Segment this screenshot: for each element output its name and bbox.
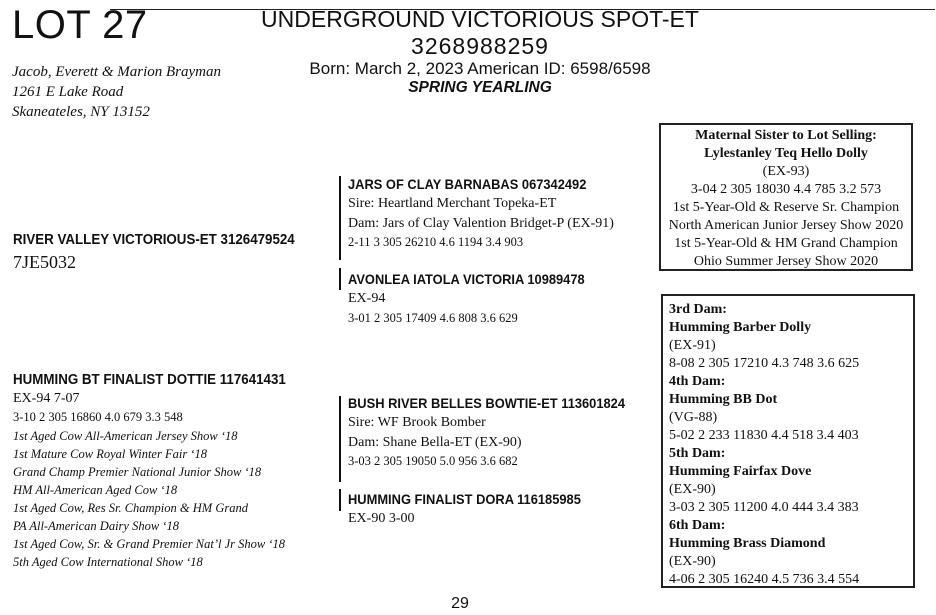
- dam-line-score: (VG-88): [669, 410, 718, 425]
- sire-sire-name: JARS OF CLAY BARNABAS 067342492: [348, 176, 587, 192]
- maternal-sister-title: Maternal Sister to Lot Selling:: [695, 128, 877, 143]
- sire-name: RIVER VALLEY VICTORIOUS-ET 3126479524: [13, 232, 295, 248]
- consignor-city: Skaneateles, NY 13152: [12, 104, 150, 120]
- consignor-name: Jacob, Everett & Marion Brayman: [12, 64, 221, 80]
- dam-honor: 1st Aged Cow, Sr. & Grand Premier Nat’l Jr Show ‘18: [13, 537, 285, 551]
- dam-honor: PA All-American Dairy Show ‘18: [13, 519, 179, 533]
- dam-line-record: 4-06 2 305 16240 4.5 736 3.4 554: [669, 572, 860, 587]
- dam-label: 4th Dam:: [669, 374, 726, 389]
- dam-line-score: (EX-91): [669, 338, 716, 353]
- dam-honor: 1st Mature Cow Royal Winter Fair ‘18: [13, 447, 207, 461]
- dam-line-name: Humming BB Dot: [669, 392, 778, 407]
- dam-line-score: (EX-90): [669, 482, 716, 497]
- maternal-sister-record: 3-04 2 305 18030 4.4 785 3.2 573: [690, 182, 882, 197]
- maternal-sister-honor: 1st 5-Year-Old & HM Grand Champion: [674, 236, 898, 251]
- dam-lineage-box: [661, 294, 915, 588]
- sire-code: 7JE5032: [13, 252, 76, 272]
- born-line: Born: March 2, 2023 American ID: 6598/6598: [309, 59, 651, 78]
- sire-dam-bracket: [339, 268, 341, 290]
- dam-record: 3-10 2 305 16860 4.0 679 3.3 548: [13, 410, 183, 424]
- dam-line-name: Humming Fairfax Dove: [669, 464, 812, 479]
- dam-label: 3rd Dam:: [669, 302, 727, 317]
- sire-sire-dam: Dam: Jars of Clay Valention Bridget-P (EX-91): [348, 216, 614, 231]
- dam-sire-dam: Dam: Shane Bella-ET (EX-90): [348, 435, 522, 450]
- dam-line-record: 8-08 2 305 17210 4.3 748 3.6 625: [669, 356, 860, 371]
- dam-line-name: Humming Brass Diamond: [669, 536, 826, 551]
- dam-honor: Grand Champ Premier National Junior Show ‘18: [13, 465, 262, 479]
- maternal-sister-honor: North American Junior Jersey Show 2020: [668, 218, 904, 233]
- dam-dam-score: EX-90 3-00: [348, 511, 415, 526]
- sire-dam-name: AVONLEA IATOLA VICTORIA 10989478: [348, 271, 585, 287]
- dam-line-name: Humming Barber Dolly: [669, 320, 812, 335]
- maternal-sister-box: [659, 123, 913, 271]
- maternal-sister-honor: 1st 5-Year-Old & Reserve Sr. Champion: [672, 200, 900, 215]
- dam-line-record: 3-03 2 305 11200 4.0 444 3.4 383: [669, 500, 859, 515]
- dam-sire-sire: Sire: WF Brook Bomber: [348, 415, 486, 430]
- sire-dam-score: EX-94: [348, 291, 386, 306]
- class-line: SPRING YEARLING: [408, 79, 552, 96]
- dam-honor: 1st Aged Cow All-American Jersey Show ‘18: [13, 429, 238, 443]
- sire-dam-record: 3-01 2 305 17409 4.6 808 3.6 629: [348, 311, 518, 325]
- dam-name: HUMMING BT FINALIST DOTTIE 117641431: [13, 372, 286, 388]
- dam-line-score: (EX-90): [669, 554, 716, 569]
- dam-dam-bracket: [339, 489, 341, 511]
- dam-label: 5th Dam:: [669, 446, 726, 461]
- consignor-address: 1261 E Lake Road: [12, 84, 124, 100]
- maternal-sister-name: Lylestanley Teq Hello Dolly: [704, 146, 868, 161]
- dam-sire-record: 3-03 2 305 19050 5.0 956 3.6 682: [348, 454, 518, 468]
- dam-sire-name: BUSH RIVER BELLES BOWTIE-ET 113601824: [348, 395, 626, 411]
- dam-honor: 1st Aged Cow, Res Sr. Champion & HM Grand: [13, 501, 248, 515]
- animal-name: UNDERGROUND VICTORIOUS SPOT-ET: [261, 6, 699, 32]
- page-number: 29: [451, 595, 469, 612]
- sire-sire-sire: Sire: Heartland Merchant Topeka-ET: [348, 196, 557, 211]
- maternal-sister-honor: Ohio Summer Jersey Show 2020: [693, 254, 879, 269]
- registration-number: 3268988259: [411, 33, 549, 59]
- dam-honor: HM All-American Aged Cow ‘18: [13, 483, 178, 497]
- dam-sire-bracket: [339, 396, 341, 482]
- sire-sire-record: 2-11 3 305 26210 4.6 1194 3.4 903: [348, 235, 524, 249]
- lot-number: LOT 27: [12, 3, 148, 47]
- dam-score: EX-94 7-07: [13, 391, 80, 406]
- maternal-sister-score: (EX-93): [762, 164, 810, 179]
- dam-honor: 5th Aged Cow International Show ‘18: [13, 555, 203, 569]
- dam-line-record: 5-02 2 233 11830 4.4 518 3.4 403: [669, 428, 859, 443]
- sire-bracket: [339, 176, 341, 260]
- dam-dam-name: HUMMING FINALIST DORA 116185985: [348, 491, 581, 507]
- dam-label: 6th Dam:: [669, 518, 726, 533]
